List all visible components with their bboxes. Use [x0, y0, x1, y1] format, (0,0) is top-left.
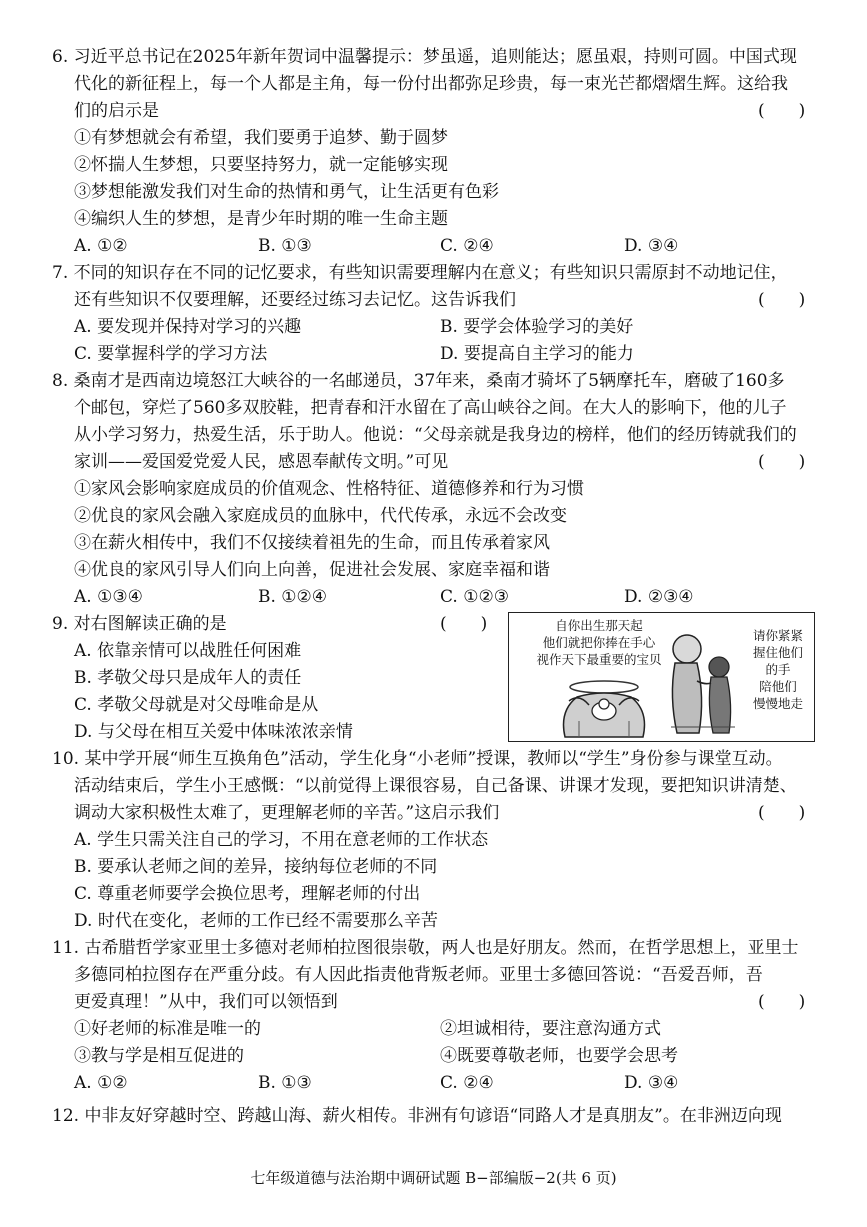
q8-line-4: 家训——爱国爱党爱人民，感恩奉献传文明。”可见 — [74, 452, 449, 472]
q11-answer-paren: ( ) — [758, 992, 806, 1012]
q8-option-b: B. ①②④ — [258, 587, 328, 607]
q8-choice-2: ②优良的家风会融入家庭成员的血脉中，代代传承，永远不会改变 — [74, 506, 567, 526]
figure-right-caption-line: 请你紧紧 — [752, 628, 803, 643]
figure-left-caption-line: 视作天下最重要的宝贝 — [536, 652, 662, 667]
figure-right-caption — [745, 627, 811, 712]
q7-line-1: 7. 不同的知识存在不同的记忆要求，有些知识需要理解内在意义；有些知识只需原封不动地记住， — [52, 263, 788, 283]
q8-choice-4: ④优良的家风引导人们向上向善，促进社会发展、家庭幸福和谐 — [74, 560, 550, 580]
q6-option-d: D. ③④ — [624, 236, 679, 256]
q11-line-1: 11. 古希腊哲学家亚里士多德对老师柏拉图很崇敬，两人也是好朋友。然而，在哲学思想上，亚里士 — [52, 938, 799, 958]
q10-answer-paren: ( ) — [758, 803, 806, 823]
child-with-elderly-parents-illustration — [663, 627, 743, 739]
q11-line-3: 更爱真理！”从中，我们可以领悟到 — [74, 992, 338, 1012]
q6-option-a: A. ①② — [74, 236, 128, 256]
q9-option-d: D. 与父母在相互关爱中体味浓浓亲情 — [74, 722, 353, 742]
q11-option-d: D. ③④ — [624, 1073, 679, 1093]
q10-line-3: 调动大家积极性太难了，更理解老师的辛苦。”这启示我们 — [74, 803, 500, 823]
q12-line-1: 12. 中非友好穿越时空、跨越山海、薪火相传。非洲有句谚语“同路人才是真朋友”。在非洲迈向现 — [52, 1106, 782, 1126]
q10-option-a: A. 学生只需关注自己的学习，不用在意老师的工作状态 — [74, 830, 489, 850]
q6-line-3: 们的启示是 — [74, 101, 159, 121]
q6-line-2: 代化的新征程上，每一个人都是主角，每一份付出都弥足珍贵，每一束光芒都熠熠生辉。这给我 — [74, 74, 788, 94]
q9-stem: 9. 对右图解读正确的是 — [52, 614, 227, 634]
q7-option-d: D. 要提高自主学习的能力 — [440, 344, 634, 364]
q8-choice-3: ③在薪火相传中，我们不仅接续着祖先的生命，而且传承着家风 — [74, 533, 550, 553]
q11-choice-2: ②坦诚相待，要注意沟通方式 — [440, 1019, 661, 1039]
q8-option-d: D. ②③④ — [624, 587, 694, 607]
figure-left-caption-line: 他们就把你捧在手心 — [542, 635, 656, 650]
figure-left-caption-line: 自你出生那天起 — [555, 618, 643, 633]
q10-option-b: B. 要承认老师之间的差异，接纳每位老师的不同 — [74, 857, 438, 877]
page-footer: 七年级道德与法治期中调研试题 B−部编版−2(共 6 页) — [250, 1169, 617, 1187]
q11-option-b: B. ①③ — [258, 1073, 312, 1093]
q11-choice-4: ④既要尊敬老师，也要学会思考 — [440, 1046, 678, 1066]
q7-option-c: C. 要掌握科学的学习方法 — [74, 344, 268, 364]
q8-line-1: 8. 桑南才是西南边境怒江大峡谷的一名邮递员，37年来，桑南才骑坏了5辆摩托车，磨破了160多 — [52, 371, 785, 391]
q8-line-3: 从小学习努力，热爱生活，乐于助人。他说：“父母亲就是我身边的榜样，他们的经历铸就我们的 — [74, 425, 797, 445]
q7-answer-paren: ( ) — [758, 290, 806, 310]
q6-option-b: B. ①③ — [258, 236, 312, 256]
q6-choice-3: ③梦想能激发我们对生命的热情和勇气，让生活更有色彩 — [74, 182, 499, 202]
q7-line-2: 还有些知识不仅要理解，还要经过练习去记忆。这告诉我们 — [74, 290, 516, 310]
q10-line-1: 10. 某中学开展“师生互换角色”活动，学生化身“小老师”授课，教师以“学生”身份参与课堂互动。 — [52, 749, 783, 769]
q9-answer-paren: ( ) — [440, 614, 488, 634]
q11-option-c: C. ②④ — [440, 1073, 494, 1093]
figure-right-caption-line: 的手 — [765, 662, 791, 677]
q6-option-c: C. ②④ — [440, 236, 494, 256]
q6-choice-2: ②怀揣人生梦想，只要坚持努力，就一定能够实现 — [74, 155, 448, 175]
figure-right-caption-line: 握住他们 — [752, 645, 803, 660]
q8-option-a: A. ①③④ — [74, 587, 143, 607]
q6-line-1: 6. 习近平总书记在2025年新年贺词中温馨提示：梦虽遥，追则能达；愿虽艰，持则可圆。中国式现 — [52, 47, 797, 67]
q7-option-b: B. 要学会体验学习的美好 — [440, 317, 634, 337]
q9-cartoon-figure — [508, 612, 815, 742]
q11-line-2: 多德同柏拉图存在严重分歧。有人因此指责他背叛老师。亚里士多德回答说：“吾爱吾师，吾 — [74, 965, 763, 985]
figure-right-caption-line: 慢慢地走 — [752, 696, 803, 711]
figure-left-caption — [515, 617, 683, 668]
q7-option-a: A. 要发现并保持对学习的兴趣 — [74, 317, 302, 337]
q8-choice-1: ①家风会影响家庭成员的价值观念、性格特征、道德修养和行为习惯 — [74, 479, 584, 499]
q6-answer-paren: ( ) — [758, 101, 806, 121]
q9-option-c: C. 孝敬父母就是对父母唯命是从 — [74, 695, 319, 715]
q8-option-c: C. ①②③ — [440, 587, 509, 607]
q11-choice-1: ①好老师的标准是唯一的 — [74, 1019, 261, 1039]
q10-line-2: 活动结束后，学生小王感慨：“以前觉得上课很容易，自己备课、讲课才发现，要把知识讲清楚、 — [74, 776, 797, 796]
q11-option-a: A. ①② — [74, 1073, 128, 1093]
q6-choice-1: ①有梦想就会有希望，我们要勇于追梦、勤于圆梦 — [74, 128, 448, 148]
q10-option-c: C. 尊重老师要学会换位思考，理解老师的付出 — [74, 884, 421, 904]
figure-right-caption-line: 陪他们 — [759, 679, 797, 694]
parents-holding-baby-illustration — [549, 671, 659, 739]
q8-line-2: 个邮包，穿烂了560多双胶鞋，把青春和汗水留在了高山峡谷之间。在大人的影响下，他的儿子 — [74, 398, 787, 418]
q11-choice-3: ③教与学是相互促进的 — [74, 1046, 244, 1066]
q6-choice-4: ④编织人生的梦想，是青少年时期的唯一生命主题 — [74, 209, 448, 229]
q9-option-b: B. 孝敬父母只是成年人的责任 — [74, 668, 302, 688]
q9-option-a: A. 依靠亲情可以战胜任何困难 — [74, 641, 302, 661]
q10-option-d: D. 时代在变化，老师的工作已经不需要那么辛苦 — [74, 911, 438, 931]
q8-answer-paren: ( ) — [758, 452, 806, 472]
